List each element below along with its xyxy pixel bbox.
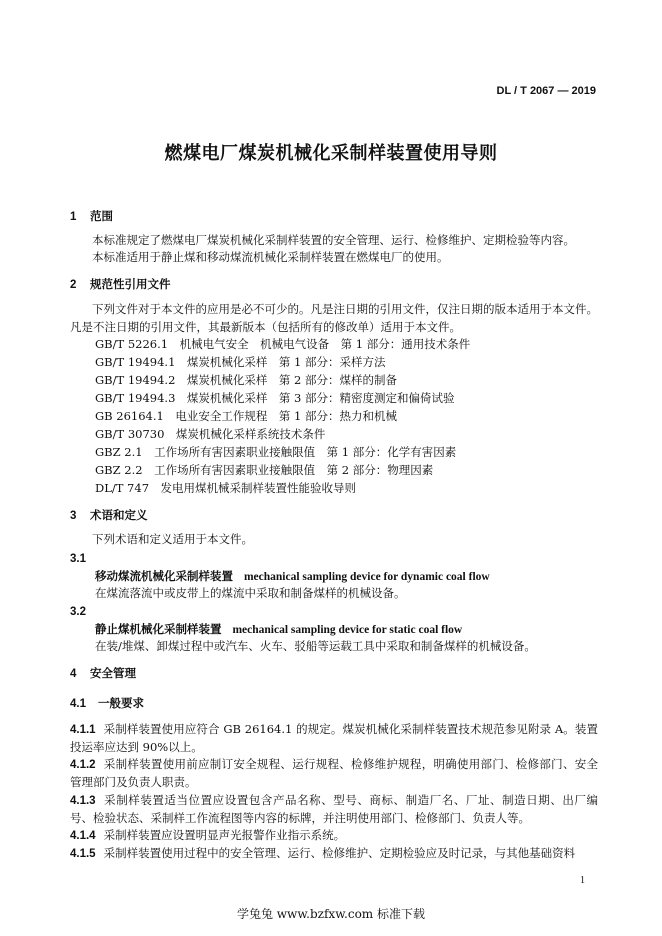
reference-item: GBZ 2.2 工作场所有害因素职业接触限值 第 2 部分：物理因素: [95, 463, 434, 477]
reference-item: GB 26164.1 电业安全工作规程 第 1 部分：热力和机械: [95, 409, 397, 423]
section-number: 1: [70, 211, 77, 223]
clause-number: 4.1.5: [70, 848, 96, 860]
section-title: 安全管理: [90, 666, 136, 680]
clause-4-1-3: [70, 792, 598, 827]
subsection-number: 4.1: [70, 698, 86, 710]
term-chinese: 移动煤流机械化采制样装置: [95, 569, 233, 583]
section-2-heading: [70, 276, 171, 294]
section-number: 2: [70, 279, 77, 291]
clause-4-1-5: [70, 845, 598, 863]
term-title: [95, 621, 462, 639]
clause-number: 4.1.1: [70, 724, 96, 736]
section-1-heading: [70, 208, 113, 226]
clause-text: 采制样装置适当位置应设置包含产品名称、型号、商标、制造厂名、厂址、制造日期、出厂编号、检验状态、采制样工作流程图等内容的标牌，并注明使用部门、检修部门、负责人等。: [70, 793, 598, 825]
references-intro: 下列文件对于本文件的应用是必不可少的。凡是注日期的引用文件，仅注日期的版本适用于本文件。凡是不注日期的引用文件，其最新版本（包括所有的修改单）适用于本文件。: [70, 302, 598, 334]
clause-text: 采制样装置使用前应制订安全规程、运行规程、检修维护规程，明确使用部门、检修部门、安全管理部门及负责人职责。: [70, 757, 598, 789]
reference-item: GB/T 19494.1 煤炭机械化采样 第 1 部分：采样方法: [95, 355, 386, 369]
clause-text: 采制样装置使用应符合 GB 26164.1 的规定。煤炭机械化采制样装置技术规范参见附录 A。装置投运率应达到 90%以上。: [70, 722, 598, 754]
document-title: 燃煤电厂煤炭机械化采制样装置使用导则: [164, 143, 498, 164]
subsection-title: 一般要求: [98, 696, 144, 710]
term-title: [95, 568, 490, 586]
terms-intro: 下列术语和定义适用于本文件。: [92, 532, 253, 546]
clause-4-1-1: [70, 721, 598, 756]
section-3-heading: [70, 507, 148, 525]
scope-paragraph-1: 本标准规定了燃煤电厂煤炭机械化采制样装置的安全管理、运行、检修维护、定期检验等内容。: [92, 233, 575, 247]
subsection-4-1-heading: [70, 695, 144, 713]
footer-watermark-text: 学兔兔 www.bzfxw.com 标准下载: [236, 907, 426, 921]
section-title: 范围: [90, 209, 113, 223]
clause-4-1-4: [70, 827, 598, 845]
term-number: 3.2: [70, 606, 86, 618]
reference-item: GB/T 30730 煤炭机械化采样系统技术条件: [95, 427, 326, 441]
clause-number: 4.1.4: [70, 830, 96, 842]
page-number: 1: [580, 875, 585, 886]
reference-item: DL/T 747 发电用煤机械采制样装置性能验收导则: [95, 481, 357, 495]
clause-number: 4.1.2: [70, 759, 96, 771]
term-chinese: 静止煤机械化采制样装置: [95, 622, 222, 636]
term-definition: 在装/堆煤、卸煤过程中或汽车、火车、驳船等运载工具中采取和制备煤样的机械设备。: [95, 639, 536, 653]
section-title: 术语和定义: [90, 508, 148, 522]
term-english: mechanical sampling device for static coal flow: [232, 624, 463, 636]
reference-item: GB/T 19494.2 煤炭机械化采样 第 2 部分：煤样的制备: [95, 373, 398, 387]
scope-paragraph-2: 本标准适用于静止煤和移动煤流机械化采制样装置在燃煤电厂的使用。: [92, 250, 449, 264]
clause-text: 采制样装置使用过程中的安全管理、运行、检修维护、定期检验应及时记录，与其他基础资料: [103, 846, 576, 860]
term-english: mechanical sampling device for dynamic coal flow: [243, 571, 490, 583]
term-number: 3.1: [70, 553, 86, 565]
reference-item: GB/T 5226.1 机械电气安全 机械电气设备 第 1 部分：通用技术条件: [95, 337, 471, 351]
clause-number: 4.1.3: [70, 795, 96, 807]
clause-4-1-2: [70, 756, 598, 791]
section-4-heading: [70, 665, 136, 683]
reference-item: GBZ 2.1 工作场所有害因素职业接触限值 第 1 部分：化学有害因素: [95, 445, 457, 459]
section-title: 规范性引用文件: [90, 277, 171, 291]
section-number: 3: [70, 510, 77, 522]
document-number: DL / T 2067 — 2019: [496, 85, 596, 97]
term-definition: 在煤流落流中或皮带上的煤流中采取和制备煤样的机械设备。: [95, 586, 406, 600]
section-number: 4: [70, 668, 77, 680]
reference-item: GB/T 19494.3 煤炭机械化采样 第 3 部分：精密度测定和偏倚试验: [95, 391, 455, 405]
clause-text: 采制样装置应设置明显声光报警作业指示系统。: [103, 828, 346, 842]
